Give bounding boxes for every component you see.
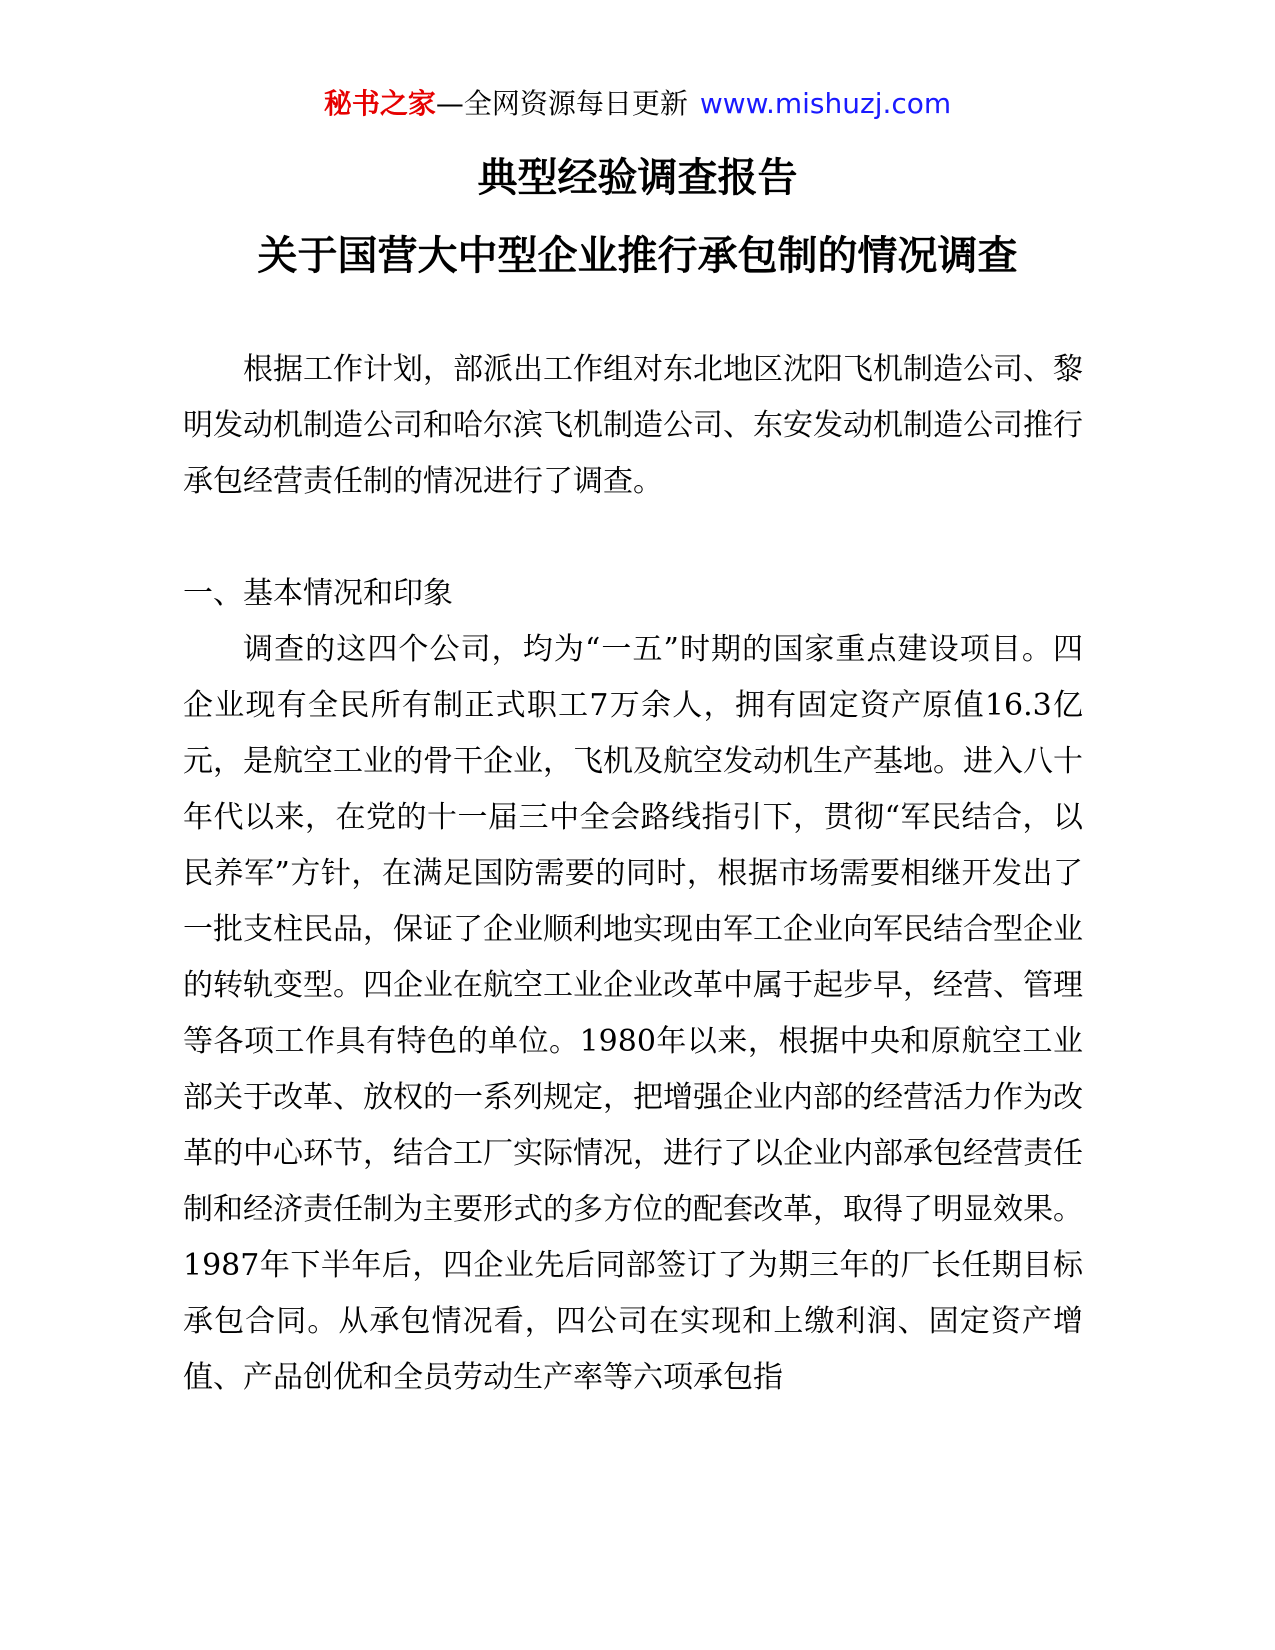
section-heading: 一、基本情况和印象 (183, 576, 453, 611)
document-subtitle: 关于国营大中型企业推行承包制的情况调查 (257, 233, 1018, 279)
site-tagline: —全网资源每日更新 (435, 87, 688, 120)
intro-paragraph: 根据工作计划，部派出工作组对东北地区沈阳飞机制造公司、黎明发动机制造公司和哈尔滨飞机制造公司、东安发动机制造公司推行承包经营责任制的情况进行了调查。 (183, 352, 1083, 499)
site-header (0, 84, 1275, 124)
site-url-link[interactable]: www.mishuzj.com (699, 87, 952, 120)
document-body (183, 342, 1083, 1406)
site-brand: 秘书之家 (323, 87, 436, 120)
section-paragraph: 调查的这四个公司，均为“一五”时期的国家重点建设项目。四企业现有全民所有制正式职工7万余人，拥有固定资产原值16.3亿元，是航空工业的骨干企业，飞机及航空发动机生产基地。进入八十年代以来，在党的十一届三中全会路线指引下，贯彻“军民结合，以民养军”方针，在满足国防需要的同时，根据市场需要相继开发出了一批支柱民品，保证了企业顺利地实现由军工企业向军民结合型企业的转轨变型。四企业在航空工业企业改革中属于起步早，经营、管理等各项工作具有特色的单位。1980年以来，根据中央和原航空工业部关于改革、放权的一系列规定，把增强企业内部的经营活力作为改革的中心环节，结合工厂实际情况，进行了以企业内部承包经营责任制和经济责任制为主要形式的多方位的配套改革，取得了明显效果。1987年下半年后，四企业先后同部签订了为期三年的厂长任期目标承包合同。从承包情况看，四公司在实现和上缴利润、固定资产增值、产品创优和全员劳动生产率等六项承包指 (183, 632, 1083, 1395)
document-title: 典型经验调查报告 (477, 155, 798, 201)
